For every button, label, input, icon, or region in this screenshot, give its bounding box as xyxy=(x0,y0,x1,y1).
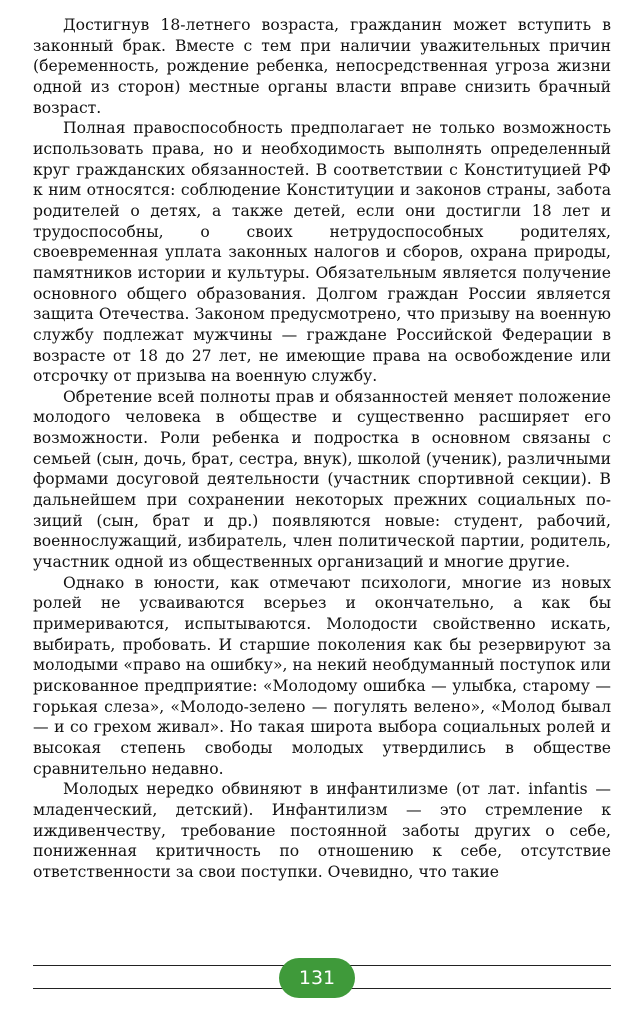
paragraph-social-roles: Обретение всей полноты прав и обязанностей меняет положение молодого человека в обществе и существенно расширяет его возможности. Роли ребенка и подростка в основном связаны с семьей (сын, дочь, брат, сестра, внук), школой (ученик), различными формами досуговой деятельности (участник спортивной секции). В дальнейшем при сохранении некоторых прежних социальных позиций (сын, брат и др.) появляются новые: студент, рабочий, военнослужащий, избиратель, член политической партии, родитель, участник одной из общественных организаций и многие другие. xyxy=(33,387,611,572)
page-body xyxy=(33,15,611,883)
paragraph-civil-duties: Полная правоспособность предполагает не только возможность использовать права, но и необходимость выполнять определенный круг гражданских обязанностей. В соответствии с Конституцией РФ к ним относятся: соблюдение Конституции и законов страны, забота родителей о детях, а также детей, если они достигли 18 лет и трудоспособны, о своих нетрудоспособных родителях, своевременная уплата законных налогов и сборов, охрана природы, памятников истории и культуры. Обязательным является получение основного общего образования. Долгом граждан России является защита Отечества. Законом предусмотрено, что призыву на военную службу подлежат мужчины — граждане Российской Федерации в возрасте от 18 до 27 лет, не имеющие права на освобождение или отсрочку от призыва на военную службу. xyxy=(33,119,611,386)
paragraph-infantilism: Молодых нередко обвиняют в инфантилизме (от лат. infantis — младенческий, детский). Инфантилизм — это стремление к иждивенчеству, требование постоянной заботы других о себе, пониженная критичность по отношению к себе, отсутствие ответственности за свои поступки. Очевидно, что такие xyxy=(33,780,611,881)
paragraph-youth-roles: Однако в юности, как отмечают психологи, многие из новых ролей не усваиваются всерьез и окончательно, а как бы примериваются, испытываются. Молодости свойственно искать, выбирать, пробовать. И старшие поколения как бы резервируют за молодыми «право на ошибку», на некий необдуманный поступок или рискованное предприятие: «Молодому ошибка — улыбка, старому — горькая слеза», «Молодо-зелено — погулять велено», «Молод бывал — и со грехом живал». Но такая широта выбора социальных ролей и высокая степень свободы молодых утвердились в обществе сравнительно недавно. xyxy=(33,573,611,778)
paragraph-marriage-age: Достигнув 18-летнего возраста, гражданин может вступить в законный брак. Вместе с тем при наличии уважительных причин (беременность, рождение ребенка, непосредственная угроза жизни одной из сторон) местные органы власти вправе снизить брачный возраст. xyxy=(33,16,611,117)
page-number-badge: 131 xyxy=(279,958,355,998)
